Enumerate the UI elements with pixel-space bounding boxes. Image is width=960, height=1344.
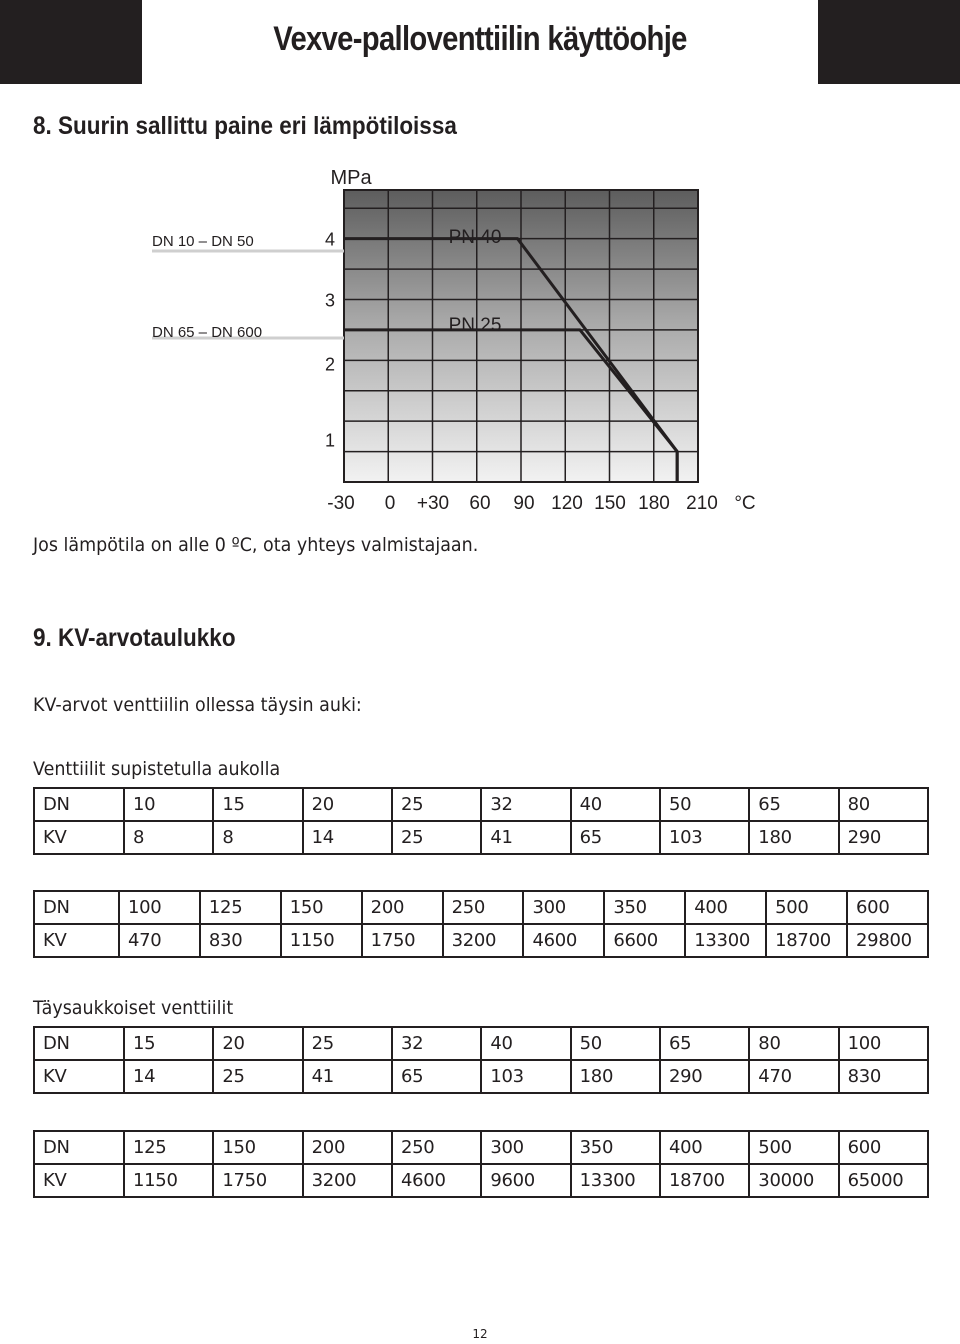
row-header-cell: DN (34, 788, 124, 821)
table-cell: 9600 (481, 1164, 570, 1197)
y-tick-label: 2 (324, 354, 336, 375)
kv-table-full-small (33, 1026, 929, 1094)
table-cell: 400 (660, 1131, 749, 1164)
table-cell: 40 (571, 788, 660, 821)
x-tick-label: 180 (638, 493, 670, 514)
pressure-temperature-chart (0, 150, 800, 530)
table-cell: 13300 (571, 1164, 660, 1197)
series-range-label: DN 10 – DN 50 (152, 233, 254, 250)
kv-intro-text: KV-arvot venttiilin ollessa täysin auki: (33, 694, 362, 716)
table-cell: 180 (571, 1060, 660, 1093)
series-name-label: PN 40 (448, 227, 502, 248)
table-cell: 40 (481, 1027, 570, 1060)
dn-row (34, 891, 928, 924)
kv-row (34, 924, 928, 957)
table-cell: 600 (839, 1131, 928, 1164)
table-cell: 25 (392, 788, 481, 821)
x-tick-label: -30 (327, 493, 355, 514)
y-tick-label: 4 (324, 229, 336, 250)
table-cell: 200 (303, 1131, 392, 1164)
table-cell: 103 (481, 1060, 570, 1093)
y-axis-unit: MPa (330, 167, 372, 189)
table-cell: 830 (839, 1060, 928, 1093)
series-range-label: DN 65 – DN 600 (152, 324, 263, 341)
table-cell: 125 (200, 891, 281, 924)
x-tick-label: 120 (551, 493, 583, 514)
kv-row (34, 1060, 928, 1093)
dn-row (34, 1027, 928, 1060)
document-title: Vexve-palloventtiilin käyttöohje (273, 20, 687, 58)
table-cell: 4600 (392, 1164, 481, 1197)
dn-row (34, 1131, 928, 1164)
temperature-note: Jos lämpötila on alle 0 ºC, ota yhteys valmistajaan. (33, 534, 479, 556)
kv-table-full-large (33, 1130, 929, 1198)
table-cell: 290 (839, 821, 928, 854)
table-cell: 80 (749, 1027, 838, 1060)
table-cell: 470 (119, 924, 200, 957)
table-cell: 18700 (660, 1164, 749, 1197)
x-tick-label: 60 (469, 493, 491, 514)
table-cell: 1750 (362, 924, 443, 957)
table-cell: 100 (119, 891, 200, 924)
table-cell: 20 (213, 1027, 302, 1060)
table-cell: 10 (124, 788, 213, 821)
table-cell: 350 (604, 891, 685, 924)
row-header-cell: KV (34, 1164, 124, 1197)
kv-row (34, 1164, 928, 1197)
x-tick-label: 0 (384, 493, 396, 514)
table-cell: 65 (571, 821, 660, 854)
table-cell: 41 (481, 821, 570, 854)
table-cell: 18700 (766, 924, 847, 957)
table-cell: 13300 (685, 924, 766, 957)
table-cell: 41 (303, 1060, 392, 1093)
section-9-heading: 9. KV-arvotaulukko (33, 624, 236, 652)
x-tick-label: 210 (686, 493, 718, 514)
x-axis-unit: °C (734, 493, 756, 514)
x-tick-label: 90 (513, 493, 535, 514)
table-cell: 14 (124, 1060, 213, 1093)
table-cell: 180 (749, 821, 838, 854)
table-cell: 3200 (303, 1164, 392, 1197)
kv-table-reduced-small (33, 787, 929, 855)
table-cell: 1750 (213, 1164, 302, 1197)
page-number: 12 (472, 1327, 488, 1341)
table-cell: 25 (392, 821, 481, 854)
series-name-label: PN 25 (448, 315, 502, 336)
table-cell: 150 (281, 891, 362, 924)
table-cell: 30000 (749, 1164, 838, 1197)
table-cell: 300 (523, 891, 604, 924)
table-cell: 25 (213, 1060, 302, 1093)
table-cell: 1150 (281, 924, 362, 957)
row-header-cell: DN (34, 1027, 124, 1060)
table-cell: 65000 (839, 1164, 928, 1197)
row-header-cell: KV (34, 821, 124, 854)
table-cell: 20 (303, 788, 392, 821)
header-corner-block-right (818, 0, 960, 84)
table-cell: 65 (392, 1060, 481, 1093)
table-cell: 250 (392, 1131, 481, 1164)
table-cell: 65 (749, 788, 838, 821)
y-tick-label: 3 (324, 290, 336, 311)
row-header-cell: KV (34, 1060, 124, 1093)
table-cell: 103 (660, 821, 749, 854)
table-cell: 8 (213, 821, 302, 854)
x-tick-label: 150 (594, 493, 626, 514)
table-cell: 470 (749, 1060, 838, 1093)
table-cell: 600 (847, 891, 928, 924)
table-cell: 125 (124, 1131, 213, 1164)
table-cell: 15 (213, 788, 302, 821)
kv-row (34, 821, 928, 854)
table-cell: 50 (571, 1027, 660, 1060)
table-cell: 15 (124, 1027, 213, 1060)
table-cell: 32 (392, 1027, 481, 1060)
table-cell: 350 (571, 1131, 660, 1164)
row-header-cell: DN (34, 891, 119, 924)
table-cell: 1150 (124, 1164, 213, 1197)
table-cell: 8 (124, 821, 213, 854)
table-cell: 300 (481, 1131, 570, 1164)
table-cell: 6600 (604, 924, 685, 957)
table-cell: 50 (660, 788, 749, 821)
table-cell: 29800 (847, 924, 928, 957)
table-cell: 400 (685, 891, 766, 924)
table-cell: 150 (213, 1131, 302, 1164)
full-bore-label: Täysaukkoiset venttiilit (33, 997, 234, 1019)
table-cell: 65 (660, 1027, 749, 1060)
table-cell: 200 (362, 891, 443, 924)
kv-table-reduced-large (33, 890, 929, 958)
table-cell: 32 (481, 788, 570, 821)
section-8-heading: 8. Suurin sallittu paine eri lämpötiloissa (33, 112, 457, 140)
table-cell: 14 (303, 821, 392, 854)
y-tick-label: 1 (324, 430, 336, 451)
table-cell: 250 (443, 891, 524, 924)
table-cell: 500 (749, 1131, 838, 1164)
table-cell: 290 (660, 1060, 749, 1093)
x-tick-label: +30 (416, 493, 450, 514)
row-header-cell: DN (34, 1131, 124, 1164)
table-cell: 830 (200, 924, 281, 957)
table-cell: 500 (766, 891, 847, 924)
table-cell: 25 (303, 1027, 392, 1060)
reduced-bore-label: Venttiilit supistetulla aukolla (33, 758, 281, 780)
table-cell: 80 (839, 788, 928, 821)
table-cell: 3200 (443, 924, 524, 957)
row-header-cell: KV (34, 924, 119, 957)
dn-row (34, 788, 928, 821)
header-corner-block-left (0, 0, 142, 84)
table-cell: 4600 (523, 924, 604, 957)
table-cell: 100 (839, 1027, 928, 1060)
